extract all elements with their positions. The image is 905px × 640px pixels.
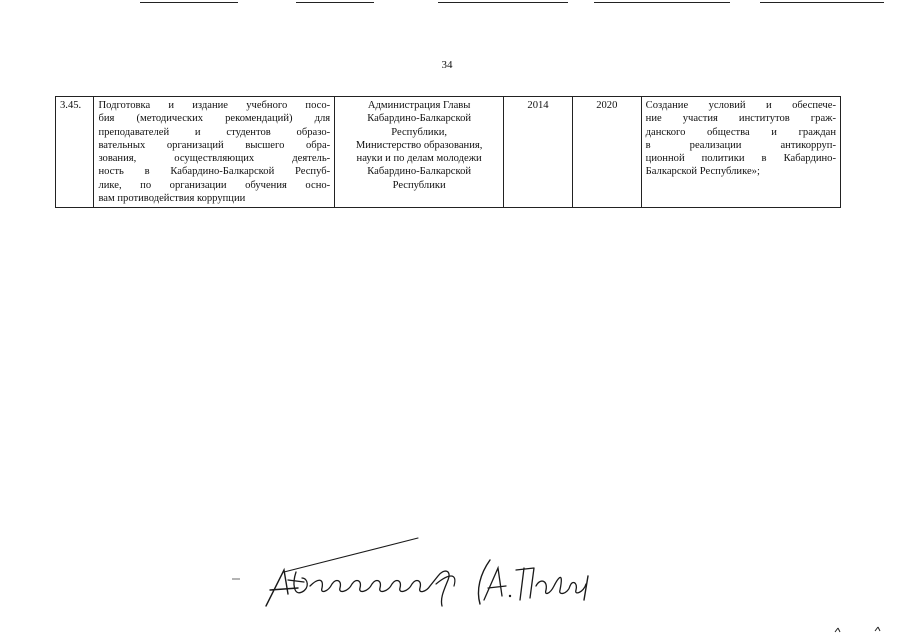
row-number: 3.45.	[56, 97, 94, 208]
end-year: 2020	[572, 97, 641, 208]
measure-name-line: преподавателей и студентов образо-	[98, 126, 331, 138]
executor-line: Республики,	[391, 126, 448, 138]
measure-name-line: зования, осуществляющих деятель-	[98, 153, 331, 165]
result-line: в реализации антикорруп-	[645, 139, 836, 151]
measure-name-line: вательных организаций высшего обра-	[98, 139, 331, 151]
result-line: Балкарской Республике»;	[645, 166, 760, 178]
executor-line: Администрация Главы	[367, 100, 471, 111]
measure-name	[94, 97, 335, 208]
result-line: ционной политики в Кабардино-	[645, 153, 836, 165]
scan-marks	[825, 622, 895, 638]
executor-line: Кабардино-Балкарской	[367, 166, 472, 178]
measures-table	[55, 96, 841, 208]
executor	[335, 97, 504, 208]
executor-line: Министерство образования,	[355, 139, 483, 151]
executor-line: науки и по делам молодежи	[356, 153, 482, 165]
handwritten-signature	[258, 534, 598, 614]
page-number: 34	[441, 59, 453, 71]
measure-name-line: бия (методических рекомендаций) для	[98, 113, 331, 125]
expected-result	[641, 97, 840, 208]
measure-name-line: вам противодействия коррупции	[98, 193, 246, 205]
measure-name-line: ность в Кабардино-Балкарской Респуб-	[98, 166, 331, 178]
measure-name-line: лике, по организации обучения осно-	[98, 179, 331, 191]
executor-line: Республики	[392, 179, 446, 191]
top-scan-rules	[0, 0, 905, 8]
result-line: Создание условий и обеспече-	[645, 100, 836, 111]
scan-speck	[232, 578, 240, 580]
executor-line: Кабардино-Балкарской	[367, 113, 472, 125]
start-year: 2014	[504, 97, 573, 208]
measure-name-line: Подготовка и издание учебного посо-	[98, 100, 331, 111]
result-line: ние участия институтов граж-	[645, 113, 836, 125]
result-line: данского общества и граждан	[645, 126, 836, 138]
table-row	[56, 97, 841, 208]
